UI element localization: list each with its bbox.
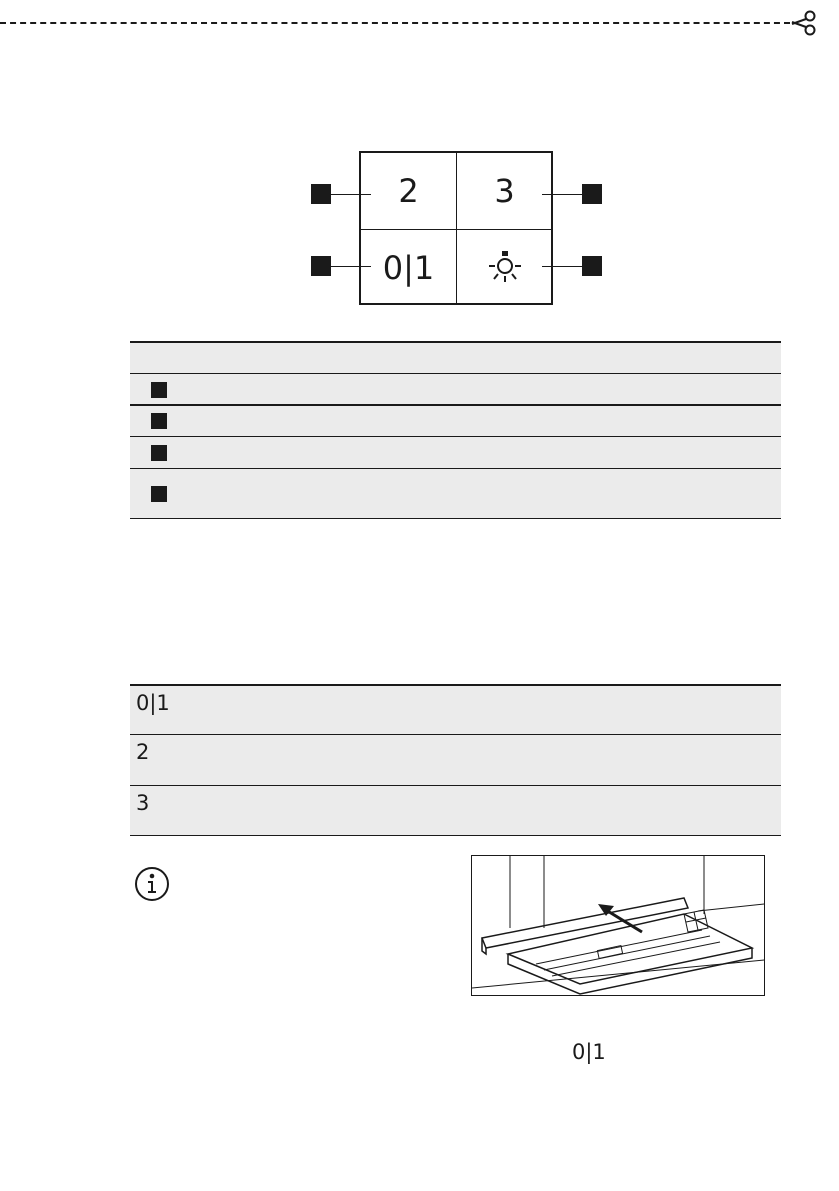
callout-3-leader	[542, 194, 582, 195]
table-row	[130, 684, 781, 735]
light-bulb-icon	[485, 248, 525, 288]
on-off-button[interactable]	[361, 230, 456, 306]
scissors-icon	[790, 10, 820, 36]
speed-3-label: 3	[494, 172, 515, 210]
symbol-label: 0|1	[136, 691, 170, 715]
speed-2-button[interactable]	[361, 153, 456, 229]
callout-4-leader	[542, 266, 582, 267]
symbol-label: 2	[136, 740, 150, 764]
speed-2-label: 2	[398, 172, 419, 210]
cut-line	[0, 22, 790, 24]
callout-2-leader	[331, 266, 371, 267]
callout-2	[311, 256, 331, 276]
symbol-label: 3	[136, 791, 150, 815]
on-off-symbol: 0|1	[572, 1040, 606, 1064]
table-row	[130, 437, 781, 469]
info-icon	[134, 866, 170, 902]
callout-marker	[151, 413, 167, 429]
hood-pull-out-illustration	[471, 855, 765, 996]
table-row	[130, 735, 781, 786]
light-button[interactable]	[457, 230, 552, 306]
callout-1-leader	[331, 194, 371, 195]
table-row	[130, 469, 781, 519]
callout-4	[582, 256, 602, 276]
callout-1	[311, 184, 331, 204]
control-panel	[359, 151, 553, 305]
symbol-table	[130, 684, 781, 836]
range-hood-drawing	[472, 856, 764, 995]
on-off-label: 0|1	[382, 249, 435, 287]
table-row	[130, 786, 781, 836]
feature-table-header	[130, 341, 781, 374]
callout-3	[582, 184, 602, 204]
callout-marker	[151, 382, 167, 398]
table-row	[130, 374, 781, 406]
table-row	[130, 406, 781, 437]
callout-marker	[151, 445, 167, 461]
speed-3-button[interactable]	[457, 153, 552, 229]
callout-marker	[151, 486, 167, 502]
feature-table	[130, 341, 781, 519]
